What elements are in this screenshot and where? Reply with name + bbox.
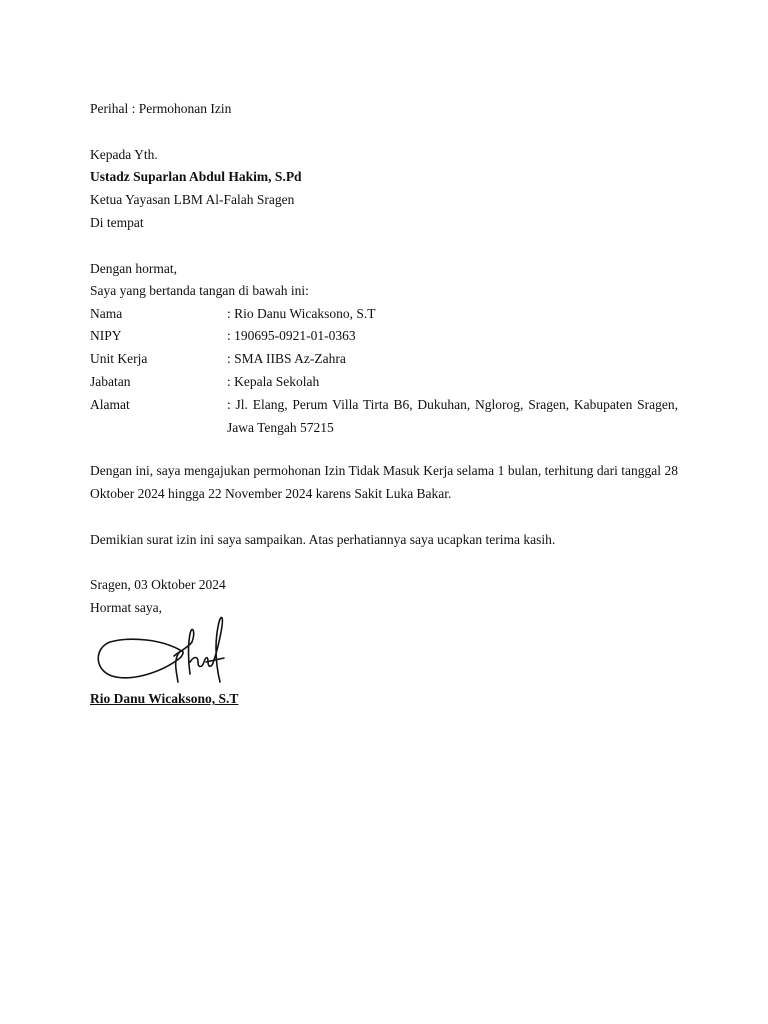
- recipient-name: Ustadz Suparlan Abdul Hakim, S.Pd: [90, 169, 302, 184]
- closing-line: Demikian surat izin ini saya sampaikan. Atas perhatiannya saya ucapkan terima kasih.: [90, 532, 556, 547]
- field-value-unit-kerja: : SMA IIBS Az-Zahra: [227, 351, 346, 366]
- regards: Hormat saya,: [90, 600, 162, 615]
- recipient-greeting: Kepada Yth.: [90, 147, 158, 162]
- recipient-title: Ketua Yayasan LBM Al-Falah Sragen: [90, 192, 295, 207]
- field-value-nipy: : 190695-0921-01-0363: [227, 328, 356, 343]
- intro-line: Saya yang bertanda tangan di bawah ini:: [90, 283, 309, 298]
- letter-subject: Perihal : Permohonan Izin: [90, 101, 232, 116]
- field-value-jabatan: : Kepala Sekolah: [227, 374, 320, 389]
- signature-image: [92, 612, 232, 692]
- field-value-alamat: : Jl. Elang, Perum Villa Tirta B6, Dukuhan, Nglorog, Sragen, Kabupaten Sragen, Jawa Tengah 57215: [227, 397, 678, 435]
- recipient-location: Di tempat: [90, 215, 144, 230]
- signer-name: Rio Danu Wicaksono, S.T: [90, 691, 239, 706]
- salutation: Dengan hormat,: [90, 261, 177, 276]
- field-label-jabatan: Jabatan: [90, 374, 131, 389]
- field-label-nipy: NIPY: [90, 328, 122, 343]
- field-label-nama: Nama: [90, 306, 123, 321]
- field-label-unit-kerja: Unit Kerja: [90, 351, 148, 366]
- field-value-nama: : Rio Danu Wicaksono, S.T: [227, 306, 376, 321]
- field-label-alamat: Alamat: [90, 397, 130, 412]
- place-date: Sragen, 03 Oktober 2024: [90, 577, 226, 592]
- body-paragraph: Dengan ini, saya mengajukan permohonan Izin Tidak Masuk Kerja selama 1 bulan, terhitung dari tanggal 28 Oktober 2024 hingga 22 November 2024 karens Sakit Luka Bakar.: [90, 463, 678, 501]
